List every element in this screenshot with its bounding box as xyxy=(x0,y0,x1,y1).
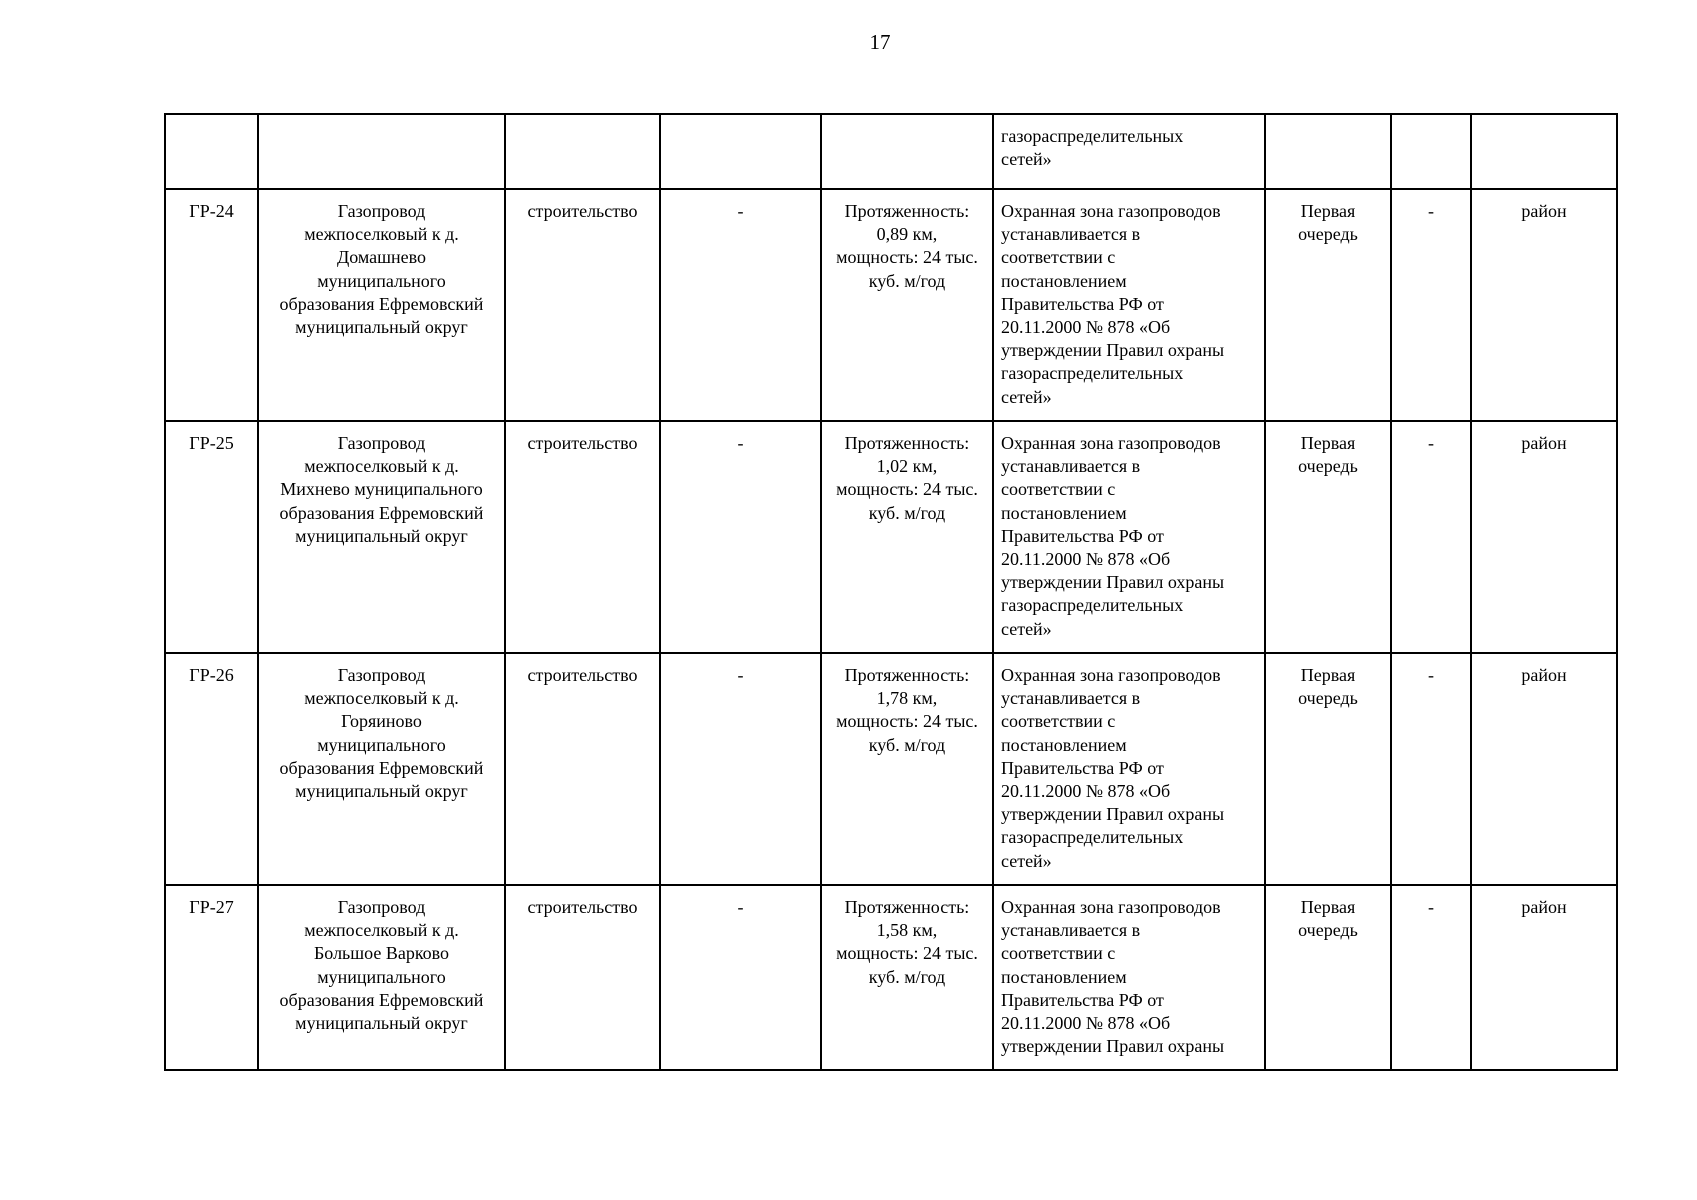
zone-line: 20.11.2000 № 878 «Об xyxy=(1001,1013,1171,1034)
table-row xyxy=(165,653,1617,885)
cell-code: ГР-25 xyxy=(165,421,258,653)
zone-line: Правительства РФ от xyxy=(1001,525,1164,546)
name-line: Большое Варково xyxy=(313,943,450,964)
zone-line: 20.11.2000 № 878 «Об xyxy=(1001,781,1171,802)
param-line: Протяженность: xyxy=(844,201,970,221)
name-line: муниципальный округ xyxy=(295,781,468,802)
zone-line: соответствии с xyxy=(1001,247,1116,268)
zone-line: газораспределительных xyxy=(1001,827,1184,848)
zone-line: Охранная зона газопроводов xyxy=(1001,201,1221,221)
queue-line: Первая xyxy=(1300,897,1356,917)
name-line: образования Ефремовский xyxy=(279,502,484,523)
zone-line: соответствии с xyxy=(1001,711,1116,732)
cell-queue xyxy=(1265,421,1391,653)
name-line: образования Ефремовский xyxy=(279,757,484,778)
queue-line: Первая xyxy=(1300,433,1356,453)
zone-line: Правительства РФ от xyxy=(1001,293,1164,314)
zone-line: соответствии с xyxy=(1001,479,1116,500)
cell-params xyxy=(821,114,993,189)
cell-area: район xyxy=(1471,653,1617,885)
param-line: Протяженность: xyxy=(844,897,970,917)
name-line: Домашнево xyxy=(336,247,427,268)
zone-line: постановлением xyxy=(1001,502,1127,523)
cell-dash: - xyxy=(1391,653,1471,885)
name-line: межпоселковый к д. xyxy=(304,456,459,477)
cell-type xyxy=(505,114,660,189)
cell-area: район xyxy=(1471,189,1617,421)
cell-dash xyxy=(1391,114,1471,189)
cell-name xyxy=(258,421,505,653)
cell-queue xyxy=(1265,189,1391,421)
zone-line: устанавливается в xyxy=(1001,920,1141,941)
param-line: мощность: 24 тыс. xyxy=(836,943,978,964)
cell-dash: - xyxy=(660,421,821,653)
zone-line: утверждении Правил охраны xyxy=(1001,804,1225,825)
param-line: мощность: 24 тыс. xyxy=(836,479,978,500)
cell-type: строительство xyxy=(505,189,660,421)
cell-dash: - xyxy=(660,885,821,1070)
zone-line: устанавливается в xyxy=(1001,688,1141,709)
zone-line: Правительства РФ от xyxy=(1001,757,1164,778)
name-line: межпоселковый к д. xyxy=(304,224,459,245)
gas-pipeline-table xyxy=(164,113,1618,1071)
cell-type: строительство xyxy=(505,421,660,653)
name-line: муниципального xyxy=(317,966,446,987)
cell-zone xyxy=(993,653,1265,885)
queue-line: очередь xyxy=(1298,920,1358,941)
zone-line: соответствии с xyxy=(1001,943,1116,964)
param-line: куб. м/год xyxy=(868,734,946,755)
name-line: образования Ефремовский xyxy=(279,989,484,1010)
param-line: 1,78 км, xyxy=(876,688,938,709)
page-number: 17 xyxy=(869,30,891,54)
param-line: мощность: 24 тыс. xyxy=(836,247,978,268)
name-line: муниципального xyxy=(317,270,446,291)
cell-queue xyxy=(1265,653,1391,885)
zone-line: Охранная зона газопроводов xyxy=(1001,665,1221,685)
cell-type: строительство xyxy=(505,653,660,885)
zone-line: 20.11.2000 № 878 «Об xyxy=(1001,317,1171,338)
cell-dash: - xyxy=(660,653,821,885)
name-line: Газопровод xyxy=(337,201,426,221)
cell-code xyxy=(165,114,258,189)
zone-line: постановлением xyxy=(1001,966,1127,987)
param-line: Протяженность: xyxy=(844,665,970,685)
name-line: муниципального xyxy=(317,734,446,755)
zone-line: утверждении Правил охраны xyxy=(1001,340,1225,361)
cell-area xyxy=(1471,114,1617,189)
cell-dash: - xyxy=(1391,885,1471,1070)
cell-zone xyxy=(993,885,1265,1070)
name-line: Горяиново xyxy=(341,711,422,732)
cell-area: район xyxy=(1471,421,1617,653)
queue-line: Первая xyxy=(1300,201,1356,221)
cell-name xyxy=(258,114,505,189)
param-line: куб. м/год xyxy=(868,966,946,987)
cell-params xyxy=(821,421,993,653)
queue-line: очередь xyxy=(1298,688,1358,709)
name-line: образования Ефремовский xyxy=(279,293,484,314)
name-line: Газопровод xyxy=(337,897,426,917)
zone-line: Охранная зона газопроводов xyxy=(1001,897,1221,917)
name-line: межпоселковый к д. xyxy=(304,688,459,709)
param-line: 0,89 км, xyxy=(876,224,938,245)
zone-line: утверждении Правил охраны xyxy=(1001,1036,1225,1057)
cell-dash: - xyxy=(1391,189,1471,421)
cell-queue xyxy=(1265,114,1391,189)
name-line: муниципальный округ xyxy=(295,1013,468,1034)
queue-line: очередь xyxy=(1298,224,1358,245)
zone-line: устанавливается в xyxy=(1001,224,1141,245)
name-line: Газопровод xyxy=(337,665,426,685)
cell-zone xyxy=(993,189,1265,421)
cell-queue xyxy=(1265,885,1391,1070)
param-line: мощность: 24 тыс. xyxy=(836,711,978,732)
zone-line: устанавливается в xyxy=(1001,456,1141,477)
param-line: Протяженность: xyxy=(844,433,970,453)
queue-line: Первая xyxy=(1300,665,1356,685)
param-line: куб. м/год xyxy=(868,270,946,291)
name-line: межпоселковый к д. xyxy=(304,920,459,941)
param-line: куб. м/год xyxy=(868,502,946,523)
zone-line: утверждении Правил охраны xyxy=(1001,572,1225,593)
name-line: Газопровод xyxy=(337,433,426,453)
cell-dash xyxy=(660,114,821,189)
zone-line: Правительства РФ от xyxy=(1001,989,1164,1010)
cell-params xyxy=(821,885,993,1070)
cell-params xyxy=(821,653,993,885)
zone-line: сетей» xyxy=(1001,386,1052,407)
zone-line: газораспределительных xyxy=(1001,363,1184,384)
zone-line: газораспределительных xyxy=(1001,126,1184,146)
cell-zone xyxy=(993,421,1265,653)
cell-area: район xyxy=(1471,885,1617,1070)
cell-zone xyxy=(993,114,1265,189)
cell-name xyxy=(258,189,505,421)
cell-dash: - xyxy=(660,189,821,421)
table-row xyxy=(165,421,1617,653)
name-line: муниципальный округ xyxy=(295,317,468,338)
zone-line: Охранная зона газопроводов xyxy=(1001,433,1221,453)
zone-line: сетей» xyxy=(1001,850,1052,871)
param-line: 1,58 км, xyxy=(876,920,938,941)
zone-line: сетей» xyxy=(1001,149,1052,170)
zone-line: газораспределительных xyxy=(1001,595,1184,616)
param-line: 1,02 км, xyxy=(876,456,938,477)
cell-params xyxy=(821,189,993,421)
name-line: Михнево муниципального xyxy=(280,479,483,500)
cell-code: ГР-27 xyxy=(165,885,258,1070)
cell-dash: - xyxy=(1391,421,1471,653)
queue-line: очередь xyxy=(1298,456,1358,477)
table-row-continuation xyxy=(165,114,1617,189)
cell-name xyxy=(258,885,505,1070)
cell-code: ГР-26 xyxy=(165,653,258,885)
zone-line: 20.11.2000 № 878 «Об xyxy=(1001,549,1171,570)
table-row xyxy=(165,885,1617,1070)
cell-type: строительство xyxy=(505,885,660,1070)
zone-line: постановлением xyxy=(1001,270,1127,291)
table-row xyxy=(165,189,1617,421)
name-line: муниципальный округ xyxy=(295,525,468,546)
cell-code: ГР-24 xyxy=(165,189,258,421)
zone-line: постановлением xyxy=(1001,734,1127,755)
zone-line: сетей» xyxy=(1001,618,1052,639)
cell-name xyxy=(258,653,505,885)
